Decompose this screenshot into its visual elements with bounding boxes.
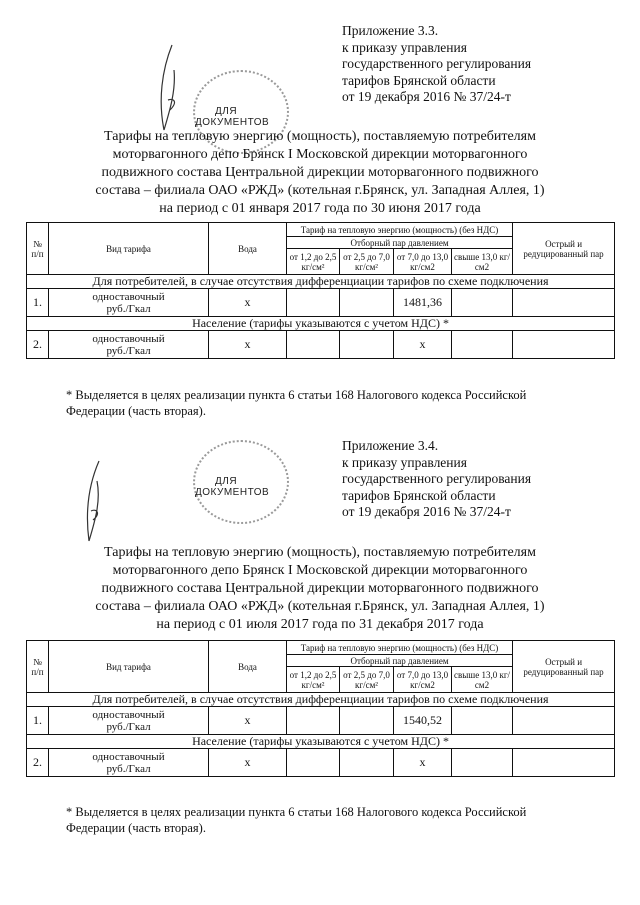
header-tariff-group: Тариф на тепловую энергию (мощность) (без НДС)	[287, 641, 513, 655]
section-row-consumers: Для потребителей, в случае отсутствия дифференциации тарифов по схеме подключения	[27, 275, 615, 289]
row-p1	[287, 331, 340, 359]
appendix-line-5: от 19 декабря 2016 № 37/24-т	[342, 504, 511, 519]
row-p1	[287, 289, 340, 317]
appendix-line-4: тарифов Брянской области	[342, 72, 496, 88]
row-sharp	[513, 707, 615, 735]
row-p4	[452, 749, 513, 777]
header-pressure-1: от 1,2 до 2,5 кг/см²	[287, 249, 340, 275]
title-line-3: подвижного состава Центральной дирекции моторвагонного подвижного	[101, 581, 539, 596]
row-water: x	[209, 707, 287, 735]
header-pressure-4: свыше 13,0 кг/см2	[452, 249, 513, 275]
title-line-1: Тарифы на тепловую энергию (мощность), поставляемую потребителям	[104, 545, 536, 560]
row-p4	[452, 707, 513, 735]
signature-icon	[75, 456, 115, 546]
title-line-2: моторвагонного депо Брянск I Московской дирекции моторвагонного	[112, 563, 528, 578]
header-num: № п/п	[27, 641, 49, 693]
appendix-header	[342, 23, 531, 106]
stamp-line-2: ДОКУМЕНТОВ	[195, 487, 270, 498]
row-p2	[340, 331, 394, 359]
row-sharp	[513, 331, 615, 359]
appendix-line-4: тарифов Брянской области	[342, 487, 496, 503]
stamp-line-1: ДЛЯ	[215, 476, 238, 487]
row-p4	[452, 289, 513, 317]
row-p2	[340, 289, 394, 317]
footnote-line-1: * Выделяется в целях реализации пункта 6 статьи 168 Налогового кодекса Российской	[66, 805, 527, 819]
header-pressure-1: от 1,2 до 2,5 кг/см²	[287, 667, 340, 693]
appendix-line-3: государственного регулирования	[342, 56, 532, 71]
title-line-5: на период с 01 января 2017 года по 30 июня 2017 года	[159, 201, 481, 216]
header-pressure-2: от 2,5 до 7,0 кг/см²	[340, 249, 394, 275]
footnote-line-2: Федерации (часть вторая).	[66, 821, 206, 835]
appendix-line-5: от 19 декабря 2016 № 37/24-т	[342, 89, 511, 104]
title-line-2: моторвагонного депо Брянск I Московской дирекции моторвагонного	[112, 147, 528, 162]
section-row-population: Население (тарифы указываются с учетом НДС) *	[27, 317, 615, 331]
row-type: одноставочный руб./Гкал	[49, 331, 209, 359]
row-p1	[287, 749, 340, 777]
title-line-1: Тарифы на тепловую энергию (мощность), поставляемую потребителям	[104, 129, 536, 144]
row-p3: x	[394, 331, 452, 359]
table-row	[27, 331, 615, 359]
table-row	[27, 289, 615, 317]
appendix-section-2	[0, 416, 640, 868]
row-p4	[452, 331, 513, 359]
header-num: № п/п	[27, 223, 49, 275]
row-type: одноставочный руб./Гкал	[49, 289, 209, 317]
header-pressure-4: свыше 13,0 кг/см2	[452, 667, 513, 693]
row-sharp	[513, 289, 615, 317]
row-num: 2.	[27, 331, 49, 359]
tariff-table	[26, 640, 615, 777]
header-pressure-2: от 2,5 до 7,0 кг/см²	[340, 667, 394, 693]
row-water: x	[209, 749, 287, 777]
appendix-line-3: государственного регулирования	[342, 471, 532, 486]
title-line-4: состава – филиала ОАО «РЖД» (котельная г.Брянск, ул. Западная Аллея, 1)	[95, 599, 545, 614]
row-p3: 1481,36	[394, 289, 452, 317]
row-type: одноставочный руб./Гкал	[49, 749, 209, 777]
appendix-header	[342, 438, 531, 521]
appendix-title: Приложение 3.3.	[342, 23, 439, 38]
header-type: Вид тарифа	[49, 223, 209, 275]
row-p1	[287, 707, 340, 735]
header-pressure-3: от 7,0 до 13,0 кг/см2	[394, 667, 452, 693]
row-p3: 1540,52	[394, 707, 452, 735]
row-sharp	[513, 749, 615, 777]
table-row	[27, 749, 615, 777]
footnote	[66, 804, 586, 836]
stamp-icon	[175, 438, 305, 523]
row-num: 1.	[27, 289, 49, 317]
table-row	[27, 707, 615, 735]
row-type: одноставочный руб./Гкал	[49, 707, 209, 735]
row-num: 2.	[27, 749, 49, 777]
row-water: x	[209, 331, 287, 359]
stamp-line-1: ДЛЯ	[215, 106, 238, 117]
appendix-section-1	[0, 0, 640, 452]
header-steam-group: Отборный пар давлением	[287, 655, 513, 667]
footnote-line-1: * Выделяется в целях реализации пункта 6 статьи 168 Налогового кодекса Российской	[66, 388, 527, 402]
row-p3: x	[394, 749, 452, 777]
section-row-population: Население (тарифы указываются с учетом НДС) *	[27, 735, 615, 749]
appendix-title: Приложение 3.4.	[342, 438, 439, 453]
tariff-table	[26, 222, 615, 359]
header-water: Вода	[209, 641, 287, 693]
title-line-4: состава – филиала ОАО «РЖД» (котельная г.Брянск, ул. Западная Аллея, 1)	[95, 183, 545, 198]
header-steam-group: Отборный пар давлением	[287, 237, 513, 249]
appendix-line-2: к приказу управления	[342, 454, 467, 470]
header-sharp-steam: Острый и редуцированный пар	[513, 223, 615, 275]
stamp-line-2: ДОКУМЕНТОВ	[195, 117, 270, 128]
row-water: x	[209, 289, 287, 317]
header-pressure-3: от 7,0 до 13,0 кг/см2	[394, 249, 452, 275]
header-type: Вид тарифа	[49, 641, 209, 693]
title-line-3: подвижного состава Центральной дирекции моторвагонного подвижного	[101, 165, 539, 180]
row-num: 1.	[27, 707, 49, 735]
document-title	[0, 544, 640, 634]
appendix-line-2: к приказу управления	[342, 39, 467, 55]
footnote-line-2: Федерации (часть вторая).	[66, 404, 206, 418]
header-tariff-group: Тариф на тепловую энергию (мощность) (без НДС)	[287, 223, 513, 237]
row-p2	[340, 707, 394, 735]
header-water: Вода	[209, 223, 287, 275]
row-p2	[340, 749, 394, 777]
section-row-consumers: Для потребителей, в случае отсутствия дифференциации тарифов по схеме подключения	[27, 693, 615, 707]
title-line-5: на период с 01 июля 2017 года по 31 декабря 2017 года	[156, 617, 484, 632]
footnote	[66, 387, 586, 419]
header-sharp-steam: Острый и редуцированный пар	[513, 641, 615, 693]
document-title	[0, 128, 640, 218]
